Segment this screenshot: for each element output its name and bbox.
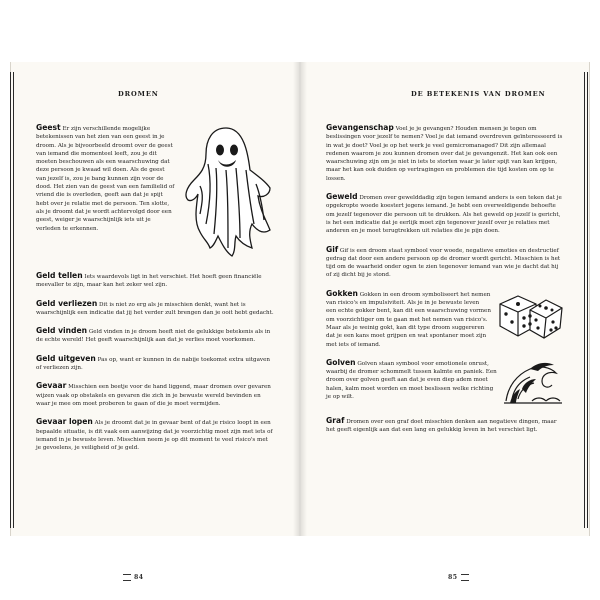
entry-term: Gevaar <box>36 381 67 391</box>
right-border-rule <box>584 72 585 528</box>
entry-text: Gif is een droom staat symbool voor woede, negatieve emoties en destructief gedrag dat door een andere persoon op de dromer wordt gericht. Misschien is het tijd om de waarheid onder ogen te zien tegenover iemand van wie je dacht dat hij of zij dicht bij je stond. <box>326 247 561 279</box>
entry-text: Als je droomt dat je in gevaar bent of dat je risico loopt in een bepaalde situatie, is dit vaak een aanwijzing dat je voorzichtig moet zijn met iets of iemand in je bewuste leven. Misschien neem je op dit moment te veel risico's met je gevoelens, je veiligheid of je geld. <box>36 420 273 452</box>
left-page-number <box>120 574 144 581</box>
wave-illustration <box>502 359 564 405</box>
entry-term: Gokken <box>326 288 358 298</box>
entry-golven <box>326 359 564 407</box>
entry-text: Er zijn verschillende mogelijke betekenissen van het zien van een geest in je droom. Als je bijvoorbeeld droomt over de geest van iemand die momenteel leeft, zou je dit moeten beschouwen als een waarschuwing dat deze persoon je kwaad wil doen. Als de geest van jezelf is, zou je bang kunnen zijn voor de dood. Het zien van de geest van een familielid of vriend die is overleden, geeft aan dat je spijt hebt over je relatie met de persoon. Ten slotte, als je droomt dat je wordt achtervolgd door een geest, weiger je waarschijnlijk iets uit je verleden te erkennen. <box>36 126 175 232</box>
entry-term: Geld tellen <box>36 271 83 280</box>
entry-text: Gokken in een droom symboliseert het nemen van risico's en impulsiviteit. Als je in je bewuste leven een echte gokker bent, kan dit een waarschuwing vormen om voorzichtiger om te gaan met het nemen van risico's. Maar als je weinig gokt, kan dit type droom suggereren dat je een kans moet grijpen en wat spontaner moet zijn met iets of iemand. <box>326 291 491 348</box>
dice-illustration <box>496 290 564 340</box>
entry-geld-tellen <box>36 272 274 290</box>
entry-geweld <box>326 193 564 235</box>
entry-term: Gevaar lopen <box>36 417 93 427</box>
entry-term: Geweld <box>326 192 358 202</box>
entry-geld-uitgeven <box>36 355 274 373</box>
page-number-text: 85 <box>448 574 458 581</box>
entry-gevaar <box>36 382 274 408</box>
entry-text: Dromen over een graf doet misschien denken aan negatieve dingen, maar het geeft eigenlijk aan dat een lang en gelukkig leven in het verschiet ligt. <box>326 418 557 434</box>
entry-term: Geest <box>36 123 61 132</box>
right-running-header: DE BETEKENIS VAN DROMEN <box>411 90 546 98</box>
entry-gif <box>326 246 564 280</box>
right-column <box>326 124 564 444</box>
entry-text: Dit is niet zo erg als je misschien denkt, want het is waarschijnlijk een indicatie dat jij het verder zult brengen dan je ooit hebt gedacht. <box>36 301 274 316</box>
entry-text: Misschien een beetje voor de hand liggend, maar dromen over gevaren wijzen vaak op obstakels en gevaren die zich in je bewuste wereld bevinden en waar je mee om moet proberen te gaan of die je moet vermijden. <box>36 384 271 407</box>
left-border-rule <box>10 72 11 528</box>
entry-term: Golven <box>326 357 356 367</box>
entry-text: Iets waardevols ligt in het verschiet. Het hoeft geen financiële meevaller te zijn, maar kan het zeker wel zijn. <box>36 274 262 289</box>
entry-term: Graf <box>326 415 345 425</box>
right-page-number <box>448 574 472 581</box>
book-spread <box>0 62 600 581</box>
ghost-illustration <box>182 124 274 260</box>
entry-gokken <box>326 290 564 349</box>
left-column <box>36 124 274 462</box>
entry-text: Dromen over gewelddadig zijn tegen iemand anders is een teken dat je opgekropte woede koestert jegens iemand. Je hebt een overweldigende behoefte om jezelf tegenover die persoon uit te drukken. Als het geweld op jezelf is gericht, is het een indicatie dat je eerlijk moet zijn tegenover jezelf over je relaties met anderen en je moet terugtrekken uit relaties die je pijn doen. <box>326 195 562 235</box>
entry-term: Gevangenschap <box>326 123 394 132</box>
ornament-icon <box>123 574 131 581</box>
left-running-header: DROMEN <box>118 90 159 98</box>
entry-text: Geld vinden in je droom heeft niet de gelukkige betekenis als in de echte wereld! Het geeft waarschijnlijk aan dat je verlies moet voorkomen. <box>36 329 271 344</box>
entry-text: Pas op, want er kunnen in de nabije toekomst extra uitgaven of verliezen zijn. <box>36 356 270 372</box>
entry-term: Geld verliezen <box>36 298 98 308</box>
entry-gevaar-lopen <box>36 418 274 452</box>
book-spine <box>293 62 307 536</box>
ornament-icon <box>461 574 469 581</box>
entry-geld-verliezen <box>36 300 274 318</box>
entry-geld-vinden <box>36 327 274 345</box>
entry-term: Geld vinden <box>36 326 88 336</box>
entry-term: Gif <box>326 244 339 254</box>
entry-graf <box>326 417 564 435</box>
page-number-text: 84 <box>134 574 144 581</box>
entry-geest <box>36 124 274 262</box>
entry-text: Golven staan symbool voor emotionele onrust, waarbij de dromer schommelt tussen kalmte en paniek. Een droom over golven geeft aan dat je even diep adem moet halen, kalm moet worden en moet beslissen welke richting je op wilt. <box>326 360 497 401</box>
entry-term: Geld uitgeven <box>36 353 96 363</box>
entry-gevangenschap <box>326 124 564 183</box>
entry-text: Voel je je gevangen? Houden mensen je tegen om beslissingen voor jezelf te nemen? Voel je dat iemand overdreven geïnteresseerd is in wat je doet? Voel je op het werk je veel gemicromanaged? Dit zijn allemaal redenen waarom je zou kunnen dromen over dat je gevangenzit. Het kan ook een waarschuwing zijn om je niet in iets te storten waar je later spijt van kan krijgen, maar het kan ook duiden op vertragingen en problemen die tijd kosten om op te lossen. <box>326 126 563 182</box>
